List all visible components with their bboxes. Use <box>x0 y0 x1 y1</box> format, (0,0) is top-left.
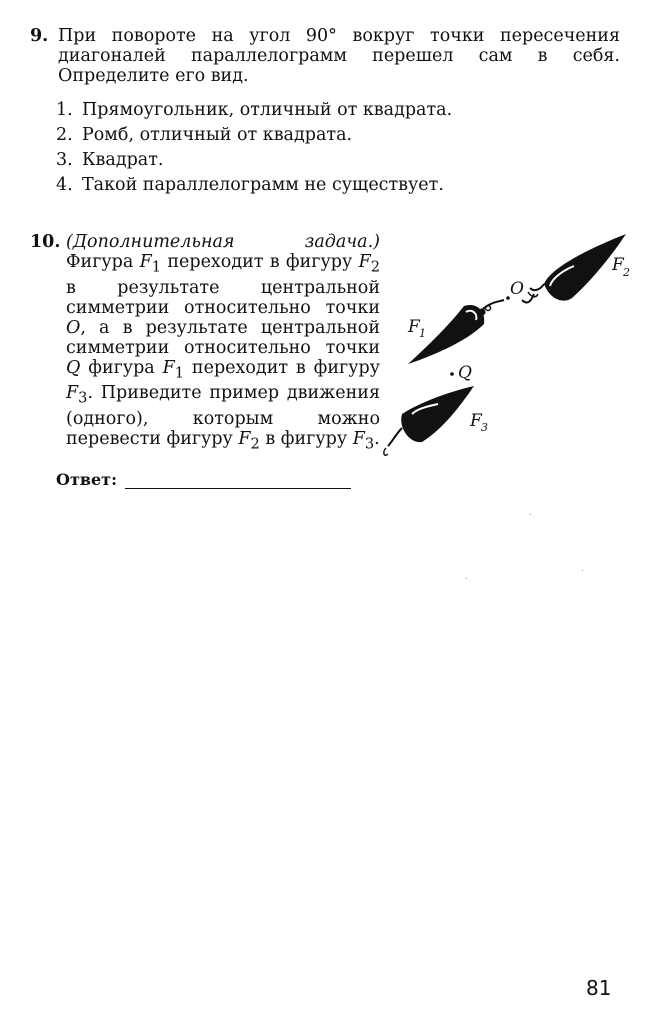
symbol-F: F <box>66 383 79 403</box>
label-f2: F <box>612 255 624 275</box>
option-3 <box>56 148 620 173</box>
subscript: 3 <box>78 389 88 407</box>
option-1 <box>56 98 620 123</box>
symmetry-figure <box>378 228 640 464</box>
subscript: 3 <box>364 435 375 452</box>
text-fragment: в результате центральной симметрии относительно точки <box>66 277 380 318</box>
problem-10-text <box>66 232 380 454</box>
answer-blank-line[interactable] <box>125 474 351 489</box>
subscript: 1 <box>151 258 162 276</box>
problem-10-note: (Дополнительная задача.) <box>66 232 380 252</box>
symbol-Q: Q <box>66 357 81 378</box>
text-fragment: . <box>374 428 380 449</box>
label-f3-sub: 3 <box>481 421 488 434</box>
option-2 <box>56 123 620 148</box>
option-text: Прямоугольник, отличный от квадрата. <box>82 100 453 120</box>
answer-row <box>56 470 380 489</box>
scan-speck <box>466 578 467 579</box>
problem-9-number: 9. <box>30 26 49 46</box>
label-f1-sub: 1 <box>419 327 426 340</box>
label-f1: F <box>408 317 420 337</box>
subscript: 2 <box>370 258 380 276</box>
symbol-F: F <box>238 428 251 449</box>
text-fragment: . Приведите пример движения (одного), которым можно перевести фигуру <box>66 383 380 449</box>
problem-9 <box>30 26 620 198</box>
symbol-F: F <box>162 357 175 378</box>
option-4 <box>56 173 620 198</box>
subscript: 1 <box>174 364 185 381</box>
page-number: 81 <box>586 976 612 1000</box>
problem-9-header <box>30 26 620 86</box>
option-number: 3. <box>56 150 73 170</box>
problem-10-header <box>30 232 380 454</box>
text-fragment: , а в результате центральной симметрии относительно точки <box>66 317 380 358</box>
option-text: Такой параллелограмм не существует. <box>82 175 444 195</box>
symbol-O: O <box>66 317 81 338</box>
text-fragment: переходит в фигуру <box>161 252 359 272</box>
option-number: 2. <box>56 125 73 145</box>
symbol-F: F <box>358 252 371 272</box>
label-f2-sub: 2 <box>623 266 630 279</box>
option-text: Квадрат. <box>82 150 164 170</box>
text-fragment: Фигура <box>66 252 140 272</box>
problem-9-question: При повороте на угол 90° вокруг точки пересечения диагоналей параллелограмм перешел сам в себя. Определите его вид. <box>58 26 620 86</box>
answer-label: Ответ: <box>56 470 117 489</box>
label-q: Q <box>458 363 472 383</box>
option-number: 1. <box>56 100 73 120</box>
label-o: O <box>510 279 524 299</box>
option-text: Ромб, отличный от квадрата. <box>82 125 353 145</box>
scan-speck <box>582 570 583 571</box>
label-f3: F <box>470 411 482 431</box>
subscript: 2 <box>250 435 260 452</box>
point-q <box>450 372 454 376</box>
symbol-F: F <box>352 428 365 449</box>
problem-10 <box>30 232 380 489</box>
option-number: 4. <box>56 175 73 195</box>
shape-f3 <box>384 386 474 455</box>
text-fragment: переходит в фигуру <box>184 357 380 378</box>
scan-speck <box>530 514 531 515</box>
problem-10-number: 10. <box>30 232 61 252</box>
text-fragment: фигура <box>80 357 163 378</box>
symbol-F: F <box>139 252 152 272</box>
problem-9-options <box>56 98 620 198</box>
text-fragment: в фигуру <box>259 428 353 449</box>
figure-svg <box>378 228 640 464</box>
